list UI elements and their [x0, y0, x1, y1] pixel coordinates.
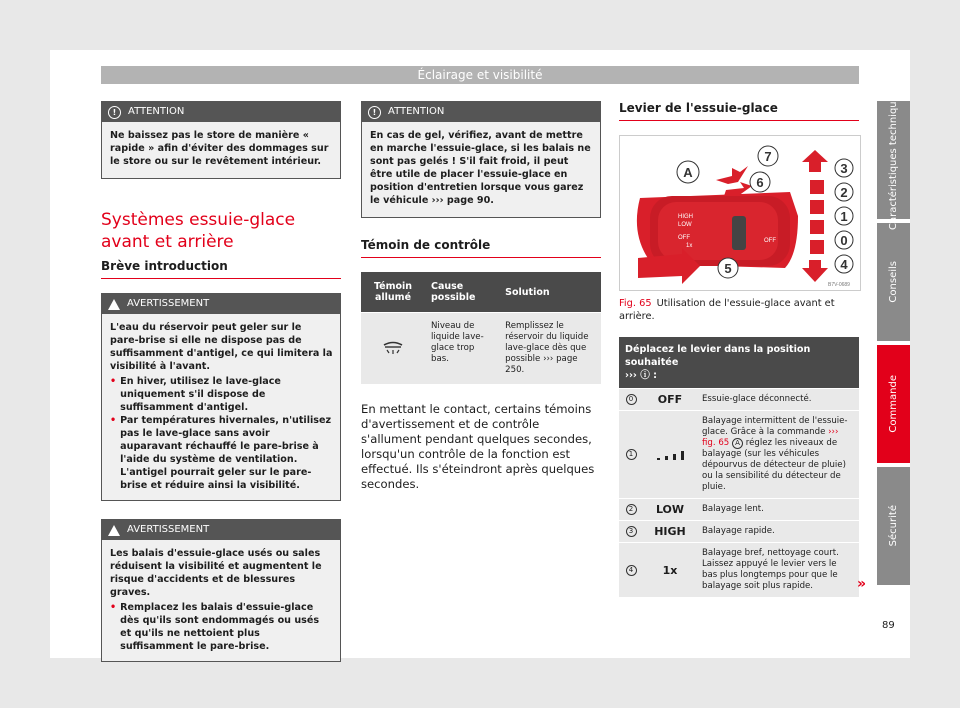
- callout-label: 3: [840, 161, 848, 176]
- row-text: Balayage bref, nettoyage court. Laissez appuyé le levier vers le bas plus longtemps pour que le balayage soit plus rapide.: [697, 543, 859, 598]
- continue-arrow-icon: »: [857, 576, 867, 592]
- warning-label-2: AVERTISSEMENT: [127, 524, 210, 535]
- number-circle: 2: [626, 504, 637, 515]
- bullet-item: [110, 601, 333, 653]
- warning-header-2: [102, 520, 340, 540]
- table-row: [619, 499, 859, 521]
- table-cell: Niveau de liquide lave-glace trop bas.: [425, 313, 499, 385]
- row-symbol: HIGH: [643, 521, 697, 543]
- number-circle: 4: [626, 565, 637, 576]
- row-symbol: OFF: [643, 389, 697, 411]
- row-number: [619, 543, 643, 598]
- sentence-end: .: [490, 195, 494, 206]
- subheading-lever: Levier de l'essuie-glace: [619, 101, 859, 121]
- warning-text-2: Les balais d'essuie-glace usés ou sales réduisent la visibilité et augmentent le risque d'accidents et de blessures graves.: [110, 548, 322, 598]
- number-circle: 0: [626, 394, 637, 405]
- number-circle: 3: [626, 526, 637, 537]
- info-circle-icon: !: [108, 106, 121, 119]
- table-header-cell: Témoin allumé: [361, 272, 425, 313]
- number-circle: 1: [626, 449, 637, 460]
- bullet-text: Remplacez les balais d'essuie-glace dès qu'ils sont endommagés ou usés et qu'ils ne nettoient plus suffisamment le pare-brise.: [120, 602, 320, 652]
- table-row: [619, 411, 859, 499]
- subheading-indicator: Témoin de contrôle: [361, 238, 601, 258]
- row-number: [619, 411, 643, 499]
- subheading-intro: Brève introduction: [101, 259, 341, 279]
- table-header-row: [619, 337, 859, 389]
- callout-label: 7: [764, 149, 772, 164]
- section-title: Systèmes essuie-glace avant et arrière: [101, 210, 296, 252]
- column-1: [101, 101, 341, 674]
- solution-text: Remplissez le réservoir du liquide lave-glace dès que possible: [505, 321, 589, 364]
- attention-body: [102, 122, 340, 178]
- attention-box: [101, 101, 341, 179]
- row-text-part: réglez les niveaux de balayage (sur les véhicules dépourvus de détecteur de pluie) ou la sensibilité du détecteur de pluie.: [702, 438, 846, 492]
- warning-label-1: AVERTISSEMENT: [127, 298, 210, 309]
- table-header-row: [361, 272, 601, 313]
- column-3: [619, 101, 859, 597]
- bullet-text: En hiver, utilisez le lave-glace uniquement s'il dispose de suffisamment d'antigel.: [120, 376, 281, 413]
- figure-number: Fig. 65: [619, 298, 652, 309]
- lever-positions-table: [619, 337, 859, 597]
- table-row: [619, 389, 859, 411]
- attention-label-2: ATTENTION: [388, 106, 445, 117]
- tab-controls[interactable]: [877, 345, 910, 463]
- page-link[interactable]: ››› page 250: [505, 354, 578, 375]
- warning-body-2: [102, 540, 340, 661]
- row-number: [619, 521, 643, 543]
- row-symbol: 1x: [643, 543, 697, 598]
- table-cell-icon: [361, 313, 425, 385]
- table-header-cell: Cause possible: [425, 272, 499, 313]
- table-header-text: Déplacez le levier dans la position souhaitée: [625, 344, 811, 368]
- page-link[interactable]: ››› page 90: [431, 195, 491, 206]
- table-row: [361, 313, 601, 385]
- caption-text: Utilisation de l'essuie-glace avant et arrière.: [619, 298, 835, 322]
- table-row: [619, 543, 859, 598]
- table-header-cell: [619, 337, 859, 389]
- attention-label: ATTENTION: [128, 106, 185, 117]
- bullet-item: [110, 414, 333, 492]
- column-2: [361, 101, 601, 504]
- intermittent-bars-icon: [655, 448, 685, 460]
- attention-text: Ne baissez pas le store de manière « rapide » afin d'éviter des dommages sur le store ou sur le revêtement intérieur.: [110, 130, 329, 167]
- warning-triangle-icon: [108, 525, 120, 536]
- wiper-lever-illustration: [620, 136, 860, 290]
- warning-box-1: [101, 293, 341, 501]
- bullet-dot-icon: •: [110, 602, 117, 613]
- washer-fluid-icon: [382, 339, 404, 355]
- tab-safety[interactable]: [877, 467, 910, 585]
- callout-label: 4: [840, 257, 848, 272]
- chapter-header: Éclairage et visibilité: [101, 66, 859, 84]
- attention-header: [102, 102, 340, 122]
- lever-label: LOW: [678, 222, 692, 228]
- reference-circle: A: [732, 438, 743, 449]
- lever-label: 1x: [686, 243, 693, 249]
- callout-label: 6: [756, 175, 764, 190]
- row-number: [619, 389, 643, 411]
- bullet-item: [110, 375, 333, 414]
- figure-link[interactable]: ››› fig. 65: [702, 427, 839, 448]
- row-text: Essuie-glace déconnecté.: [697, 389, 859, 411]
- page-number: 89: [882, 620, 895, 631]
- tab-label: Sécurité: [888, 505, 899, 547]
- tab-advice[interactable]: [877, 223, 910, 341]
- callout-label: 0: [840, 233, 848, 248]
- wiper-lever-figure: [619, 135, 861, 291]
- bullet-text: Par températures hivernales, n'utilisez pas le lave-glace sans avoir auparavant réchauffé le pare-brise à l'aide du système de ventilation. L'antigel pourrait geler sur le pare-brise et réduire ainsi la visibilité.: [120, 415, 332, 491]
- callout-label: 1: [840, 209, 848, 224]
- row-number: [619, 499, 643, 521]
- attention-body-2: [362, 122, 600, 217]
- attention-box-2: [361, 101, 601, 218]
- table-header-suffix: ››› ⓘ :: [625, 370, 657, 381]
- sentence-end: .: [521, 365, 525, 375]
- tab-label: Caractéristiques techniques: [888, 89, 899, 231]
- lever-label: OFF: [764, 238, 776, 244]
- warning-header-1: [102, 294, 340, 314]
- table-cell: [499, 313, 601, 385]
- warning-body-1: [102, 314, 340, 500]
- callout-label: 5: [724, 261, 732, 276]
- row-symbol: LOW: [643, 499, 697, 521]
- row-text: [697, 411, 859, 499]
- row-text: Balayage rapide.: [697, 521, 859, 543]
- row-text-part: Balayage intermittent de l'essuie-glace. Grâce à la commande: [702, 416, 848, 437]
- row-symbol: [643, 411, 697, 499]
- figure-code: B7V-0689: [828, 282, 850, 288]
- indicator-table: [361, 272, 601, 384]
- tab-label: Conseils: [888, 261, 899, 303]
- table-row: [619, 521, 859, 543]
- body-paragraph: En mettant le contact, certains témoins d'avertissement et de contrôle s'allument pendant quelques secondes, lorsqu'un contrôle de la fonction est effectué. Ils s'éteindront après quelques secondes.: [361, 402, 595, 491]
- info-circle-icon: !: [368, 106, 381, 119]
- bullet-dot-icon: •: [110, 415, 117, 426]
- warning-box-2: [101, 519, 341, 662]
- lever-label: HIGH: [678, 214, 693, 220]
- row-text: Balayage lent.: [697, 499, 859, 521]
- attention-header-2: [362, 102, 600, 122]
- warning-text-1: L'eau du réservoir peut geler sur le pare-brise si elle ne dispose pas de suffisamment d'antigel, ce qui limitera la visibilité à l'avant.: [110, 322, 333, 372]
- lever-label: OFF: [678, 235, 690, 241]
- tab-technical[interactable]: [877, 89, 910, 231]
- table-header-cell: Solution: [499, 272, 601, 313]
- figure-caption: [619, 297, 859, 323]
- chapter-sidebar: [877, 89, 910, 589]
- callout-label: 2: [840, 185, 848, 200]
- attention-text-2: En cas de gel, vérifiez, avant de mettre en marche l'essuie-glace, si les balais ne sont pas gelés ! S'il fait froid, il peut être utile de placer l'essuie-glace en position d'entretien lorsque vous garez le véhicule: [370, 130, 591, 206]
- bullet-dot-icon: •: [110, 376, 117, 387]
- warning-triangle-icon: [108, 299, 120, 310]
- tab-label: Commande: [888, 375, 899, 433]
- callout-label: A: [683, 165, 693, 180]
